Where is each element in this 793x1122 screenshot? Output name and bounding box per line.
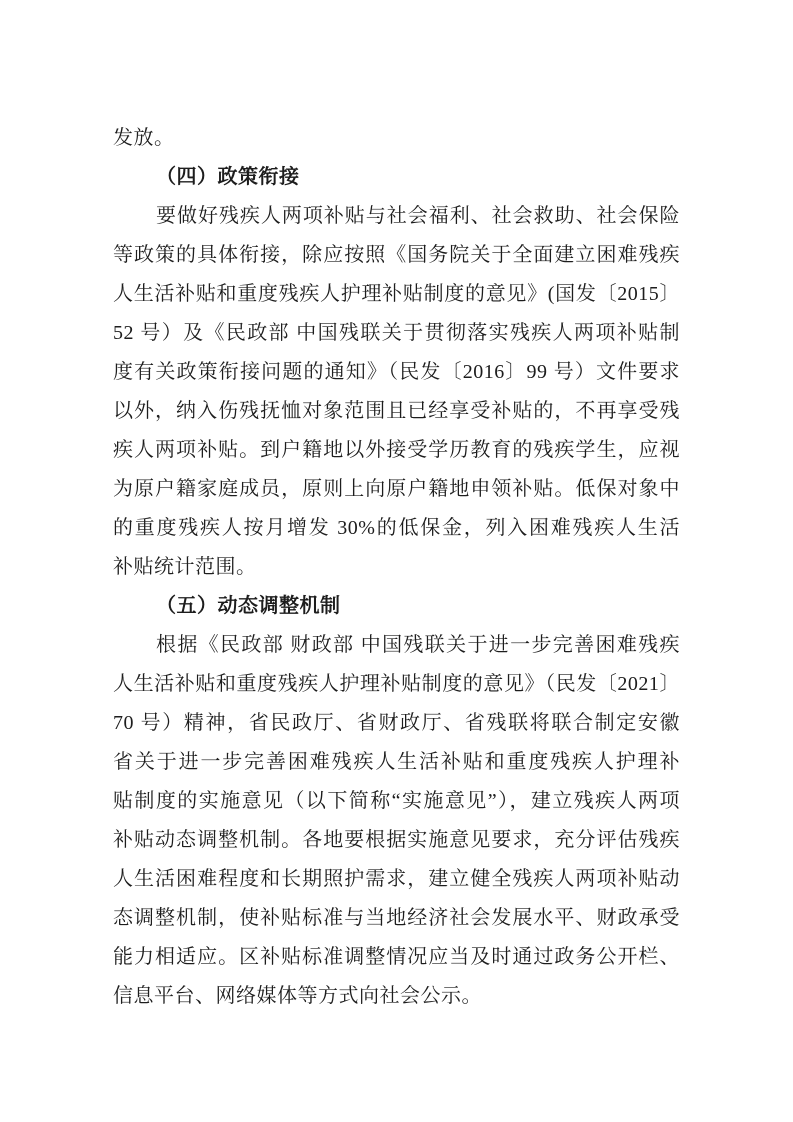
- text-line: 补贴动态调整机制。各地要根据实施意见要求，充分评估残疾: [113, 829, 680, 851]
- text-line: 要做好残疾人两项补贴与社会福利、社会救助、社会保险: [156, 205, 680, 227]
- section-heading: （五）动态调整机制: [156, 595, 341, 617]
- text-line: 信息平台、网络媒体等方式向社会公示。: [113, 985, 482, 1007]
- text-line: 人生活补贴和重度残疾人护理补贴制度的意见》(国发〔2015〕: [113, 283, 680, 305]
- text-line: 等政策的具体衔接，除应按照《国务院关于全面建立困难残疾: [113, 244, 680, 266]
- text-line: 贴制度的实施意见（以下简称“实施意见”），建立残疾人两项: [113, 790, 680, 812]
- text-line: 70 号）精神，省民政厅、省财政厅、省残联将联合制定安徽: [113, 712, 680, 734]
- text-line: 52 号）及《民政部 中国残联关于贯彻落实残疾人两项补贴制: [113, 322, 680, 344]
- text-line: 省关于进一步完善困难残疾人生活补贴和重度残疾人护理补: [113, 751, 680, 773]
- text-line: 人生活补贴和重度残疾人护理补贴制度的意见》（民发〔2021〕: [113, 673, 680, 695]
- text-line: 的重度残疾人按月增发 30%的低保金，列入困难残疾人生活: [113, 517, 680, 539]
- text-line: 为原户籍家庭成员，原则上向原户籍地申领补贴。低保对象中: [113, 478, 680, 500]
- text-line: 疾人两项补贴。到户籍地以外接受学历教育的残疾学生，应视: [113, 439, 680, 461]
- text-line: 能力相适应。区补贴标准调整情况应当及时通过政务公开栏、: [113, 946, 680, 968]
- text-line: 发放。: [113, 127, 175, 149]
- text-line: 度有关政策衔接问题的通知》（民发〔2016〕99 号）文件要求: [113, 361, 680, 383]
- text-line: 根据《民政部 财政部 中国残联关于进一步完善困难残疾: [156, 634, 680, 656]
- section-heading: （四）政策衔接: [156, 166, 300, 188]
- text-line: 以外，纳入伤残抚恤对象范围且已经享受补贴的，不再享受残: [113, 400, 680, 422]
- document-body: [113, 119, 680, 1016]
- text-line: 态调整机制，使补贴标准与当地经济社会发展水平、财政承受: [113, 907, 680, 929]
- text-line: 人生活困难程度和长期照护需求，建立健全残疾人两项补贴动: [113, 868, 680, 890]
- text-line: 补贴统计范围。: [113, 556, 257, 578]
